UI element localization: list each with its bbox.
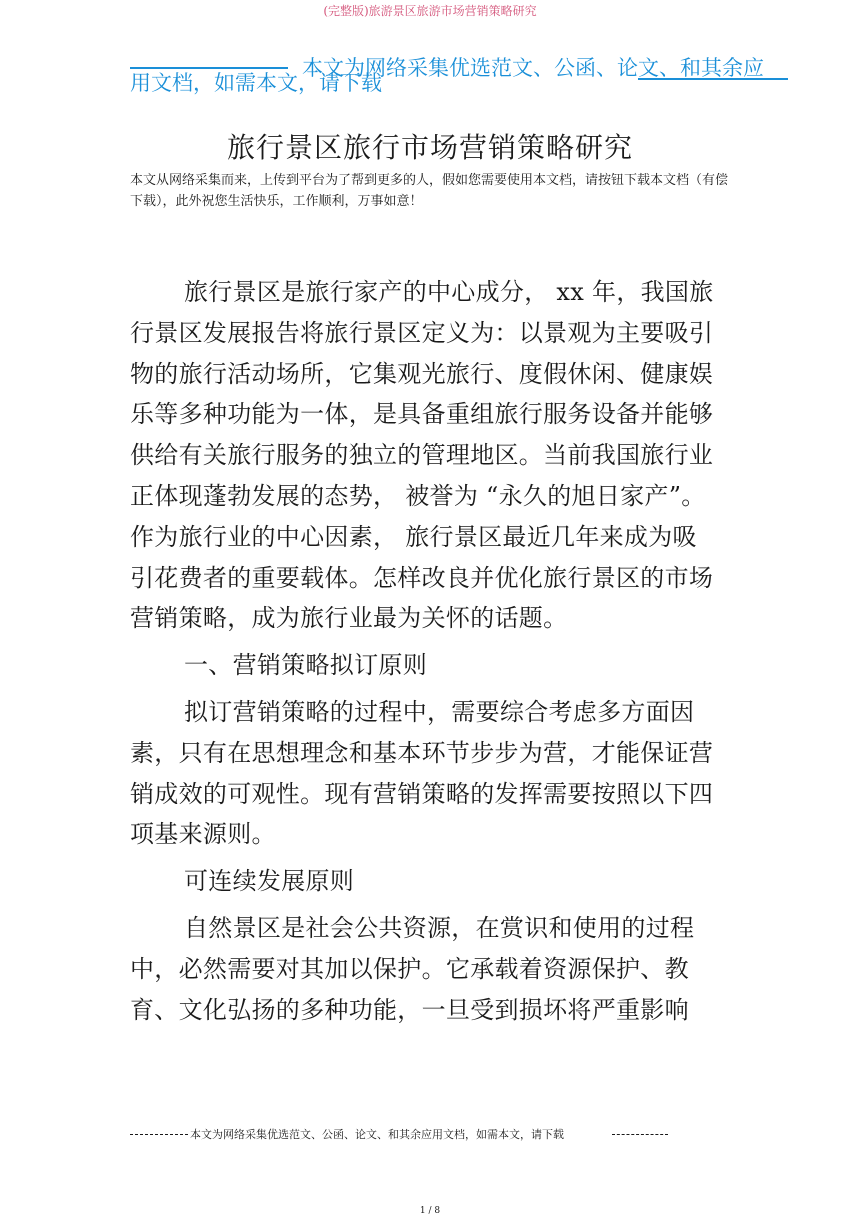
download-notice: 本文从网络采集而来，上传到平台为了帮到更多的人，假如您需要使用本文档，请按钮下载本文档（有偿下载），此外祝您生活快乐，工作顺利，万事如意！ <box>130 173 729 209</box>
footer-banner <box>130 1126 730 1142</box>
body-paragraph: 旅行景区是旅行家产的中心成分， xx 年，我国旅行景区发展报告将旅行景区定义为：以景观为主要吸引物的旅行活动场所，它集观光旅行、度假休闲、健康娱乐等多种功能为一体，是具备重组旅行服务设备并能够供给有关旅行服务的独立的管理地区。当前我国旅行业正体现蓬勃发展的态势， 被誉为 “永久的旭日家产”。作为旅行业的中心因素， 旅行景区最近几年来成为吸引花费者的重要载体。怎样改良并优化旅行景区的市场营销策略，成为旅行业最为关怀的话题。 <box>130 278 714 633</box>
page-number: 1 / 8 <box>419 1206 441 1216</box>
body-paragraph: 拟订营销策略的过程中，需要综合考虑多方面因素，只有在思想理念和基本环节步步为营，才能保证营销成效的可观性。现有营销策略的发挥需要按照以下四项基来源则。 <box>130 697 714 849</box>
body-paragraph: 自然景区是社会公共资源，在赏识和使用的过程中，必然需要对其加以保护。它承载着资源保护、教育、文化弘扬的多种功能，一旦受到损坏将严重影响 <box>130 913 695 1024</box>
footer-dash-right <box>612 1134 668 1135</box>
banner-dash-right <box>638 78 788 80</box>
footer-dash-left <box>130 1134 188 1135</box>
document-body <box>130 272 720 1030</box>
section-heading: 一、营销策略拟订原则 <box>184 651 427 680</box>
banner-dash-left <box>130 67 288 69</box>
footer-text: 本文为网络采集优选范文、公函、论文、和其余应用文档，如需本文，请下载 <box>190 1128 564 1141</box>
download-banner[interactable] <box>130 58 790 98</box>
banner-line-2: 用文档，如需本文，请下载 <box>130 71 382 95</box>
running-header: (完整版)旅游景区旅游市场营销策略研究 <box>323 4 537 18</box>
subsection-heading: 可连续发展原则 <box>184 867 355 896</box>
banner-line-1: 本文为网络采集优选范文、公函、论文、和其余应 <box>302 56 764 80</box>
document-title: 旅行景区旅行市场营销策略研究 <box>226 131 633 164</box>
